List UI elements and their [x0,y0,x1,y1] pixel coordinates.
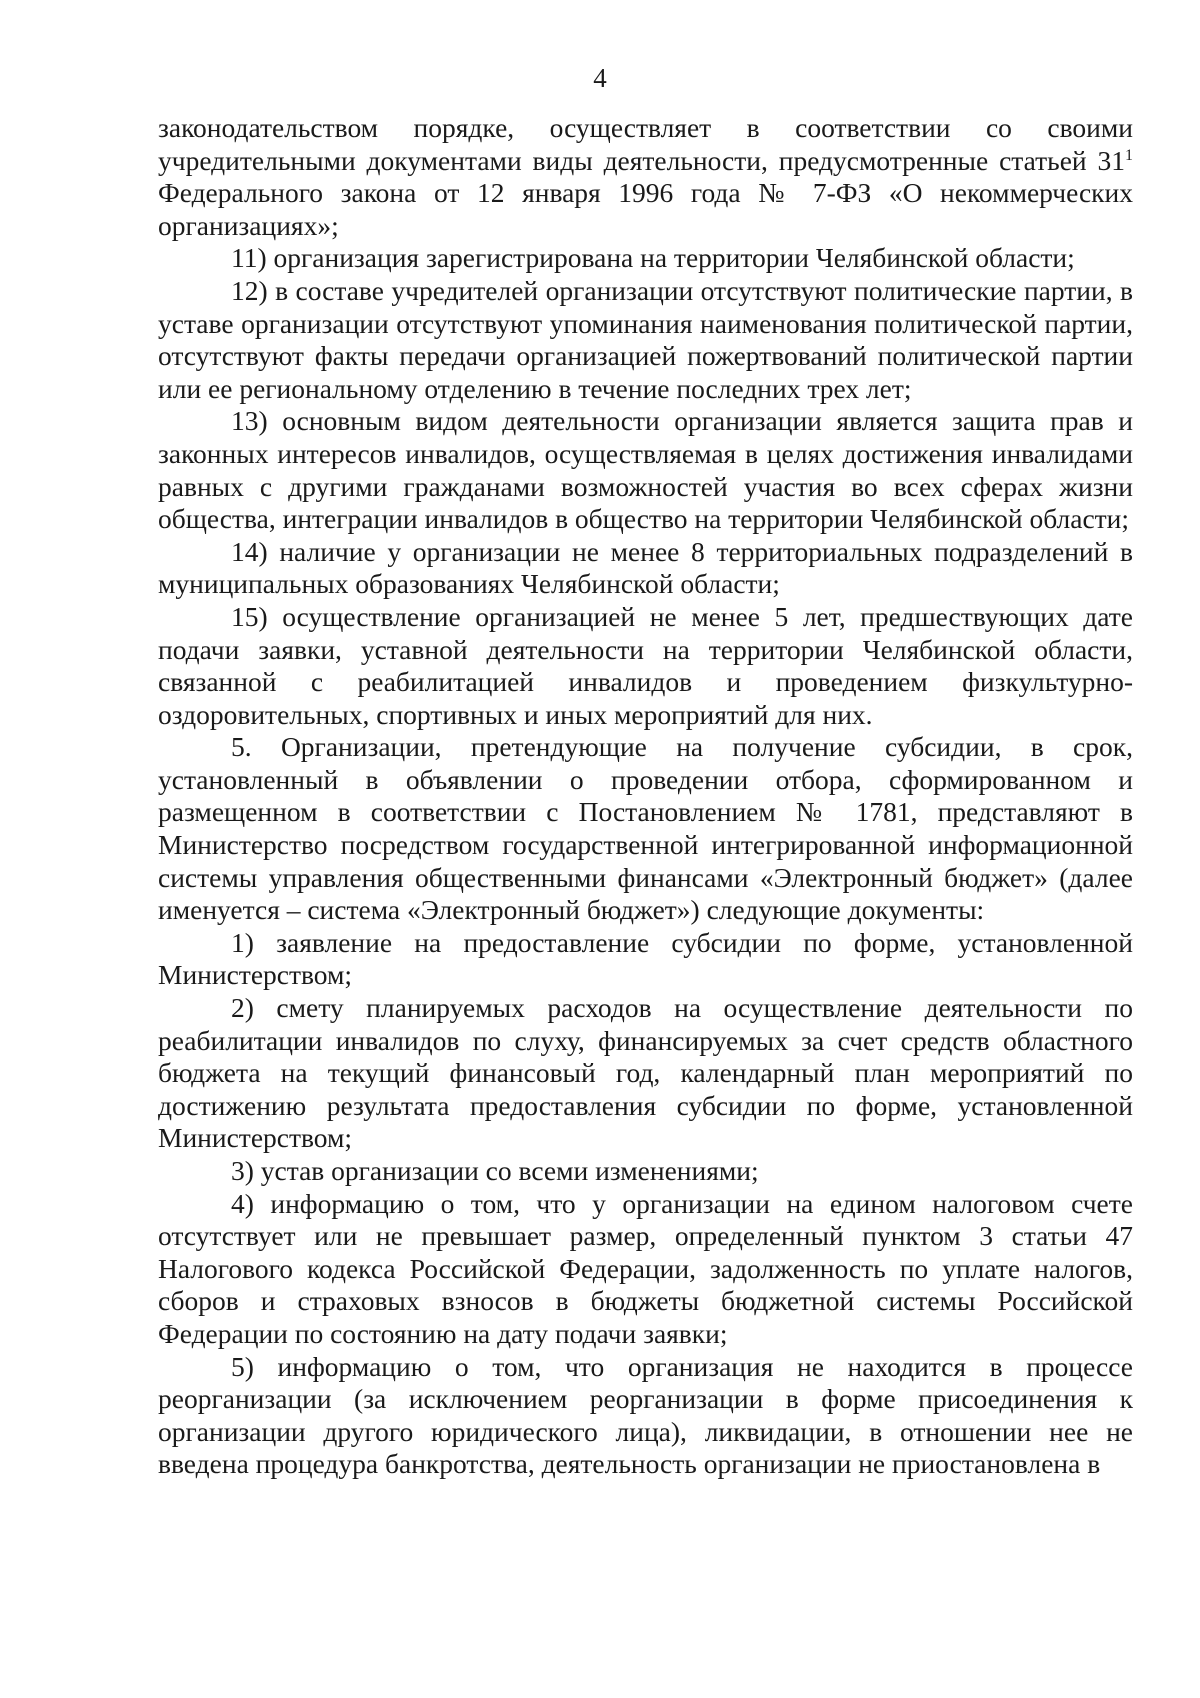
paragraph-item-11: 11) организация зарегистрирована на территории Челябинской области; [231,242,1075,274]
paragraph-item-14: 14) наличие у организации не менее 8 территориальных подразделений в муниципальных образованиях Челябинской области; [158,535,1133,600]
paragraph-item-12: 12) в составе учредителей организации отсутствуют политические партии, в уставе организации отсутствуют упоминания наименования политической партии, отсутствуют факты передачи организацией пожертвований политической партии или ее региональному отделению в течение последних трех лет; [158,274,1133,404]
paragraph-doc-3: 3) устав организации со всеми изменениями; [231,1155,759,1186]
paragraph-doc-5: 5) информацию о том, что организация не находится в процессе реорганизации (за исключением реорганизации в форме присоединения к организации другого юридического лица), ликвидации, в отношении нее не введена процедура банкротства, деятельность организации не приостановлена в [158,1350,1133,1480]
document-body [158,112,1133,1481]
paragraph-item-15: 15) осуществление организацией не менее 5 лет, предшествующих дате подачи заявки, уставной деятельности на территории Челябинской области, связанной с реабилитацией инвалидов и проведением физкультурно-оздоровительных, спортивных и иных мероприятий для них. [158,600,1133,730]
paragraph-doc-1: 1) заявление на предоставление субсидии по форме, установленной Министерством; [158,926,1133,991]
paragraph-doc-4: 4) информацию о том, что у организации на едином налоговом счете отсутствует или не превышает размер, определенный пунктом 3 статьи 47 Налогового кодекса Российской Федерации, задолженность по уплате налогов, сборов и страховых взносов в бюджеты бюджетной системы Российской Федерации по состоянию на дату подачи заявки; [158,1187,1133,1349]
paragraph-text-tail: Федерального закона от 12 января 1996 года № 7-ФЗ «О некоммерческих организациях»; [158,177,1133,241]
paragraph-text: законодательством порядке, осуществляет в соответствии со своими учредительными документами виды деятельности, предусмотренные статьей 31 [158,112,1133,176]
page-number: 4 [593,63,607,93]
paragraph-section-5: 5. Организации, претендующие на получение субсидии, в срок, установленный в объявлении о проведении отбора, сформированном и размещенном в соответствии с Постановлением № 1781, представляют в Министерство посредством государственной интегрированной информационной системы управления общественными финансами «Электронный бюджет» (далее именуется – система «Электронный бюджет») следующие документы: [158,731,1133,926]
footnote-superscript: 1 [1125,146,1133,164]
paragraph-item-13: 13) основным видом деятельности организации является защита прав и законных интересов инвалидов, осуществляемая в целях достижения инвалидами равных с другими гражданами возможностей участия во всех сферах жизни общества, интеграции инвалидов в общество на территории Челябинской области; [158,405,1133,535]
paragraph-intro-continuation [158,112,1133,242]
paragraph-doc-2: 2) смету планируемых расходов на осуществление деятельности по реабилитации инвалидов по слуху, финансируемых за счет средств областного бюджета на текущий финансовый год, календарный план мероприятий по достижению результата предоставления субсидии по форме, установленной Министерством; [158,992,1133,1154]
